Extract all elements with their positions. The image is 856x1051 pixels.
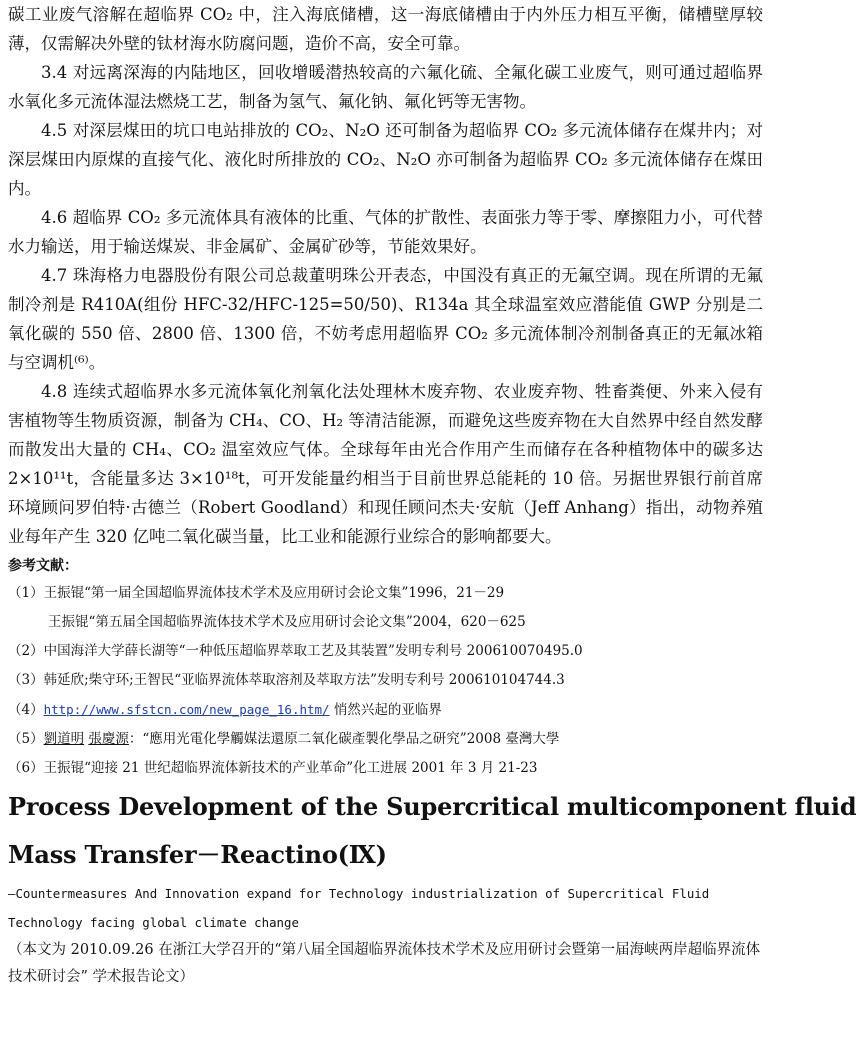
reference-link[interactable]: http://www.sfstcn.com/new_page_16.htm/ <box>43 702 330 717</box>
reference-text: 王振锟“迎接 21 世纪超临界流体新技术的产业革命”化工进展 2001 年 3 月 21-23 <box>43 760 538 776</box>
reference-author-link[interactable]: 劉道明 <box>43 731 85 747</box>
references-heading: 参考文献： <box>8 558 78 574</box>
english-subtitle-line-1: —Countermeasures And Innovation expand for Technology industrialization of Supercritical Fluid <box>8 886 710 901</box>
reference-text: 中国海洋大学薛长湖等“一种低压超临界萃取工艺及其装置”发明专利号 200610070495.0 <box>43 643 583 659</box>
reference-number: （1） <box>8 585 44 601</box>
reference-item-4 <box>8 695 763 725</box>
english-title-line-2: Mass Transfer－Reactino(Ⅸ) <box>8 840 387 869</box>
reference-text: 韩延欣;柴守环;王智民“亚临界流体萃取溶剂及萃取方法”发明专利号 200610104744.3 <box>43 672 565 688</box>
body-paragraph-3-4: 3.4 对远离深海的内陆地区，回收增暖潜热较高的六氟化硫、全氟化碳工业废气，则可通过超临界水氧化多元流体湿法燃烧工艺，制备为氢气、氟化钠、氟化钙等无害物。 <box>8 63 763 111</box>
paper-note: （本文为 2010.09.26 在浙江大学召开的“第八届全国超临界流体技术学术及应用研讨会暨第一届海峡两岸超临界流体技术研讨会” 学术报告论文） <box>8 942 761 985</box>
body-paragraph-1: 碳工业废气溶解在超临界 CO₂ 中，注入海底储槽，这一海底储槽由于内外压力相互平衡，储槽壁厚较薄，仅需解决外壁的钛材海水防腐问题，造价不高，安全可靠。 <box>8 5 763 53</box>
reference-text: 王振锟“第五届全国超临界流体技术学术及应用研讨会论文集”2004，620－625 <box>48 614 526 630</box>
reference-number: （3） <box>8 672 44 688</box>
reference-author-link[interactable]: 張慶源 <box>88 731 129 747</box>
reference-item-1-continued <box>8 608 763 637</box>
body-paragraph-4-8: 4.8 连续式超临界水多元流体氧化剂氧化法处理林木废弃物、农业废弃物、牲畜粪便、外来入侵有害植物等生物质资源，制备为 CH₄、CO、H₂ 等清洁能源，而避免这些废弃物在大自然界中经自然发酵而散发出大量的 CH₄、CO₂ 温室效应气体。全球每年由光合作用产生而储存在各种植物体中的碳多达 2×10¹¹t，含能量多达 3×10¹⁸t，可开发能量约相当于目前世界总能耗的 10 倍。另据世界银行前首席环境顾问罗伯特·古德兰（Robert Goodland）和现任顾问杰夫·安航（Jeff Anhang）指出，动物养殖业每年产生 320 亿吨二氧化碳当量，比工业和能源行业综合的影响都要大。 <box>8 382 763 546</box>
reference-item-1 <box>8 579 763 608</box>
english-title-line-1: Process Development of the Supercritical multicomponent fluid <box>8 792 856 821</box>
reference-list <box>8 579 763 783</box>
reference-text: 王振锟“第一届全国超临界流体技术学术及应用研讨会论文集”1996，21－29 <box>43 585 505 601</box>
reference-number: （5） <box>8 731 44 747</box>
reference-number: （6） <box>8 760 44 776</box>
reference-item-3 <box>8 666 763 695</box>
body-paragraph-4-7: 4.7 珠海格力电器股份有限公司总裁董明珠公开表态，中国没有真正的无氟空调。现在所谓的无氟制冷剂是 R410A(组份 HFC-32/HFC-125=50/50)、R134a 其全球温室效应潜能值 GWP 分别是二氧化碳的 550 倍、2800 倍、1300 倍，不妨考虑用超临界 CO₂ 多元流体制冷剂制备真正的无氟冰箱与空调机⁽⁶⁾。 <box>8 266 763 372</box>
reference-number: （4） <box>8 702 44 718</box>
reference-item-2 <box>8 637 763 666</box>
body-paragraph-4-6: 4.6 超临界 CO₂ 多元流体具有液体的比重、气体的扩散性、表面张力等于零、摩擦阻力小，可代替水力输送，用于输送煤炭、非金属矿、金属矿砂等，节能效果好。 <box>8 208 763 256</box>
reference-number: （2） <box>8 643 44 659</box>
reference-item-5 <box>8 725 763 754</box>
reference-text: ：“應用光電化學觸媒法還原二氧化碳產製化學品之研究”2008 臺灣大學 <box>128 731 560 747</box>
reference-text: 悄然兴起的亚临界 <box>329 702 442 718</box>
reference-item-6 <box>8 754 763 783</box>
english-subtitle-line-2: Technology facing global climate change <box>8 915 299 930</box>
body-paragraph-4-5: 4.5 对深层煤田的坑口电站排放的 CO₂、N₂O 还可制备为超临界 CO₂ 多元流体储存在煤井内；对深层煤田内原煤的直接气化、液化时所排放的 CO₂、N₂O 亦可制备为超临界 CO₂ 多元流体储存在煤田内。 <box>8 121 763 198</box>
